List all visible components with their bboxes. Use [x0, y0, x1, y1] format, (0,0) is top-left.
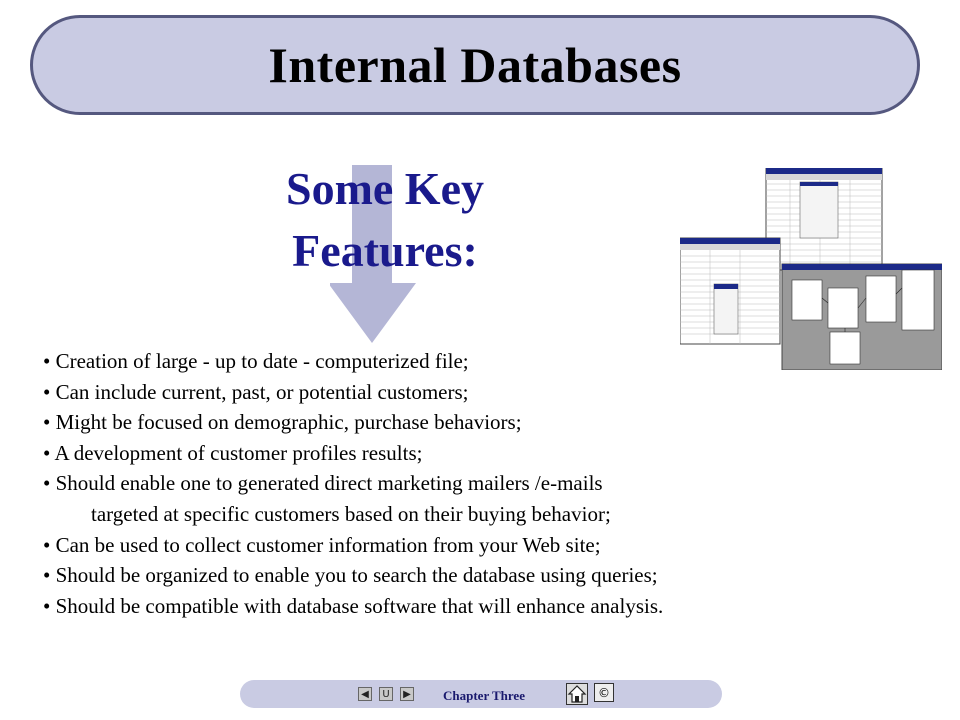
bullet-item: • Creation of large - up to date - computerized file; [43, 349, 469, 373]
prev-slide-button[interactable] [358, 687, 372, 701]
bullet-list [43, 346, 663, 621]
u-label: U [382, 688, 390, 700]
chapter-label: Chapter Three [443, 688, 525, 703]
up-button[interactable] [379, 687, 393, 701]
home-icon [567, 684, 587, 704]
slide-title: Internal Databases [268, 37, 682, 93]
home-button[interactable] [566, 683, 588, 705]
bullet-item: • Should enable one to generated direct marketing mailers /e-mails [43, 471, 603, 496]
bullet-continuation: targeted at specific customers based on their buying behavior; [91, 501, 611, 526]
next-slide-button[interactable] [400, 687, 414, 701]
left-arrow-icon: ◀ [361, 688, 369, 700]
bullet-item: • Can include current, past, or potential customers; [43, 379, 469, 404]
subtitle-line-2: Features: [292, 225, 478, 276]
copyright-button[interactable] [594, 683, 614, 702]
subtitle-line-1: Some Key [285, 163, 484, 214]
bullet-item: • Might be focused on demographic, purchase behaviors; [43, 410, 522, 435]
bullet-item: • Can be used to collect customer information from your Web site; [43, 532, 601, 557]
bullet-item: • A development of customer profiles results; [43, 440, 423, 465]
database-screenshot-image [680, 168, 942, 370]
title-bar [30, 15, 920, 115]
right-arrow-icon: ▶ [403, 688, 411, 700]
subtitle [240, 158, 530, 282]
copyright-icon: © [598, 685, 610, 700]
bullet-item: • Should be compatible with database software that will enhance analysis. [43, 593, 664, 618]
bullet-item: • Should be organized to enable you to search the database using queries; [43, 563, 658, 588]
